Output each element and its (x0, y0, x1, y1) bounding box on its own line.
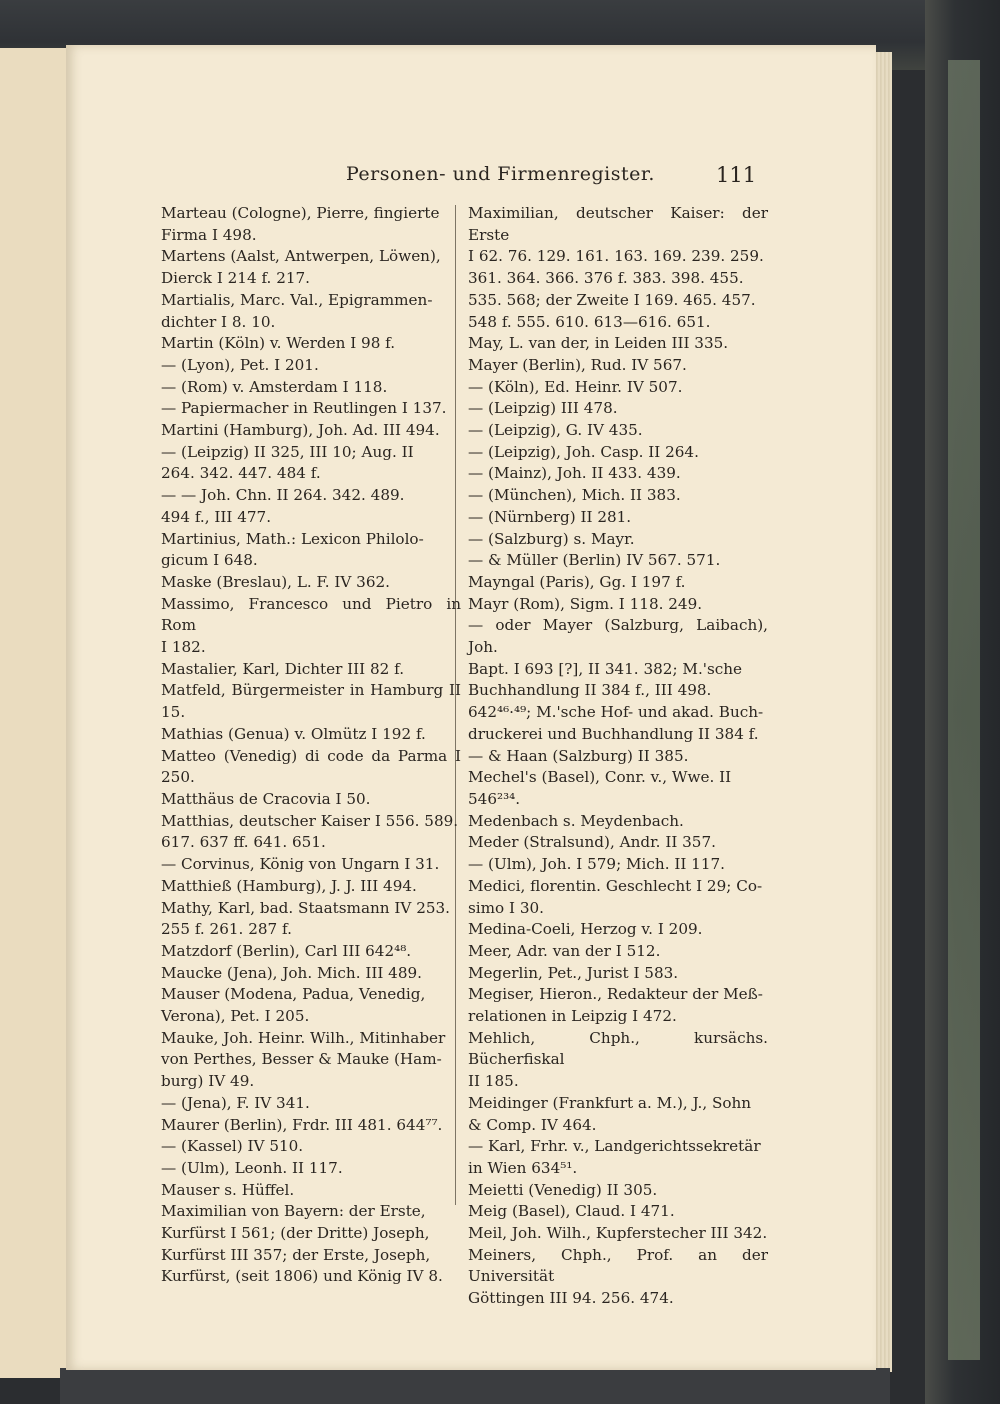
index-entry-line: Matthieß (Hamburg), J. J. III 494. (161, 876, 417, 895)
running-header (66, 163, 876, 193)
index-entry-line: 546²³⁴. (468, 789, 521, 808)
index-entry-line: Kurfürst III 357; der Erste, Joseph, (161, 1245, 431, 1264)
index-entry-line: Meil, Joh. Wilh., Kupferstecher III 342. (468, 1224, 768, 1243)
index-entry-line: I 62. 76. 129. 161. 163. 169. 239. 259. (468, 247, 764, 266)
index-entry-line: Kurfürst I 561; (der Dritte) Joseph, (161, 1224, 430, 1243)
index-entry-line: Verona), Pet. I 205. (161, 1007, 310, 1026)
index-entry-line: Matfeld, Bürgermeister in Hamburg II 15. (161, 681, 461, 722)
index-entry-line: Firma I 498. (161, 225, 257, 244)
page-number: 111 (716, 163, 757, 187)
index-entry-line: Marteau (Cologne), Pierre, fingierte (161, 204, 440, 222)
index-entry-line: 548 f. 555. 610. 613—616. 651. (468, 312, 711, 331)
index-entry-line: Medenbach s. Meydenbach. (468, 811, 684, 830)
index-entry-line: — & Haan (Salzburg) II 385. (468, 746, 689, 765)
index-entry-line: — & Müller (Berlin) IV 567. 571. (468, 551, 721, 570)
index-entry-line: druckerei und Buchhandlung II 384 f. (468, 724, 759, 743)
index-entry-line: Meidinger (Frankfurt a. M.), J., Sohn (468, 1093, 752, 1112)
index-entry-line: — (Mainz), Joh. II 433. 439. (468, 464, 681, 483)
index-entry-line: — (Jena), F. IV 341. (161, 1093, 310, 1112)
index-entry-line: — (Nürnberg) II 281. (468, 507, 632, 526)
index-entry-line: 617. 637 ff. 641. 651. (161, 833, 326, 852)
index-entry-line: — (Leipzig), G. IV 435. (468, 421, 643, 440)
left-index-column (161, 203, 461, 1288)
index-entry-line: Mayr (Rom), Sigm. I 118. 249. (468, 594, 703, 613)
page-header-title: Personen- und Firmenregister. (346, 163, 655, 185)
index-entry-line: — (München), Mich. II 383. (468, 486, 681, 505)
index-entry-line: Kurfürst, (seit 1806) und König IV 8. (161, 1267, 443, 1286)
index-entry-line: Mayngal (Paris), Gg. I 197 f. (468, 572, 686, 591)
index-entry-line: Maske (Breslau), L. F. IV 362. (161, 572, 390, 591)
index-entry-line: 255 f. 261. 287 f. (161, 920, 292, 939)
index-entry-line: Mauser (Modena, Padua, Venedig, (161, 985, 426, 1004)
index-entry-line: — (Ulm), Leonh. II 117. (161, 1158, 343, 1177)
index-entry-line: in Wien 634⁵¹. (468, 1158, 578, 1177)
index-entry-line: gicum I 648. (161, 551, 258, 570)
index-entry-line: Maximilian von Bayern: der Erste, (161, 1202, 426, 1221)
index-entry-line: Matzdorf (Berlin), Carl III 642⁴⁸. (161, 941, 412, 960)
index-entry-line: Maucke (Jena), Joh. Mich. III 489. (161, 963, 422, 982)
index-entry-line: von Perthes, Besser & Mauke (Ham- (161, 1050, 442, 1069)
index-entry-line: Mathias (Genua) v. Olmütz I 192 f. (161, 724, 426, 743)
index-entry-line: Bapt. I 693 [?], II 341. 382; M.'sche (468, 659, 743, 678)
index-entry-line: Mauser s. Hüffel. (161, 1180, 295, 1199)
index-entry-line: — (Leipzig) II 325, III 10; Aug. II (161, 442, 414, 461)
index-entry-line: — Karl, Frhr. v., Landgerichtssekretär (468, 1137, 761, 1156)
index-entry-line: Meig (Basel), Claud. I 471. (468, 1202, 675, 1221)
index-entry-line: Mehlich, Chph., kursächs. Bücherfiskal (468, 1028, 768, 1069)
index-entry-line: Matthias, deutscher Kaiser I 556. 589. (161, 811, 459, 830)
index-entry-line: 264. 342. 447. 484 f. (161, 464, 321, 483)
index-entry-line: — (Lyon), Pet. I 201. (161, 355, 319, 374)
index-entry-line: II 185. (468, 1072, 519, 1091)
index-entry-line: Göttingen III 94. 256. 474. (468, 1289, 674, 1308)
index-entry-line: — (Ulm), Joh. I 579; Mich. II 117. (468, 855, 726, 874)
index-entry-line: burg) IV 49. (161, 1072, 255, 1091)
index-entry-line: May, L. van der, in Leiden III 335. (468, 334, 729, 353)
index-entry-line: — (Salzburg) s. Mayr. (468, 529, 635, 548)
index-entry-line: Mathy, Karl, bad. Staatsmann IV 253. (161, 898, 451, 917)
index-entry-line: Buchhandlung II 384 f., III 498. (468, 681, 712, 700)
index-entry-line: Massimo, Francesco und Pietro in Rom (161, 594, 461, 635)
index-entry-line: Matthäus de Cracovia I 50. (161, 789, 371, 808)
facing-page-edge (0, 48, 68, 1378)
index-entry-line: Medina-Coeli, Herzog v. I 209. (468, 920, 703, 939)
index-entry-line: Martens (Aalst, Antwerpen, Löwen), (161, 247, 441, 266)
index-entry-line: relationen in Leipzig I 472. (468, 1007, 677, 1026)
right-index-column (468, 203, 768, 1310)
index-entry-line: simo I 30. (468, 898, 545, 917)
index-entry-line: Meer, Adr. van der I 512. (468, 941, 661, 960)
register-page (66, 45, 876, 1370)
index-entry-line: — (Köln), Ed. Heinr. IV 507. (468, 377, 683, 396)
index-entry-line: Martinius, Math.: Lexicon Philolo- (161, 529, 424, 548)
index-entry-line: 361. 364. 366. 376 f. 383. 398. 455. (468, 269, 744, 288)
index-entry-line: Megiser, Hieron., Redakteur der Meß- (468, 985, 763, 1004)
index-entry-line: — (Leipzig), Joh. Casp. II 264. (468, 442, 699, 461)
index-entry-line: Mechel's (Basel), Conr. v., Wwe. II (468, 768, 732, 787)
index-entry-line: Meder (Stralsund), Andr. II 357. (468, 833, 716, 852)
index-entry-line: I 182. (161, 638, 206, 657)
index-entry-line: Maurer (Berlin), Frdr. III 481. 644⁷⁷. (161, 1115, 443, 1134)
index-entry-line: Medici, florentin. Geschlecht I 29; Co- (468, 876, 763, 895)
book-bottom-edge (60, 1368, 890, 1404)
index-entry-line: Martini (Hamburg), Joh. Ad. III 494. (161, 421, 440, 440)
index-entry-line: Mastalier, Karl, Dichter III 82 f. (161, 659, 405, 678)
index-entry-line: — oder Mayer (Salzburg, Laibach), Joh. (468, 616, 768, 657)
index-entry-line: — (Kassel) IV 510. (161, 1137, 304, 1156)
index-entry-line: — — Joh. Chn. II 264. 342. 489. (161, 486, 405, 505)
cover-marbled-stripe (948, 60, 980, 1360)
index-entry-line: — Papiermacher in Reutlingen I 137. (161, 399, 447, 418)
index-entry-line: Matteo (Venedig) di code da Parma I 250. (161, 746, 461, 787)
index-entry-line: Mayer (Berlin), Rud. IV 567. (468, 355, 687, 374)
index-entry-line: — (Leipzig) III 478. (468, 399, 618, 418)
index-entry-line: Megerlin, Pet., Jurist I 583. (468, 963, 679, 982)
index-entry-line: — Corvinus, König von Ungarn I 31. (161, 855, 440, 874)
index-entry-line: Maximilian, deutscher Kaiser: der Erste (468, 204, 768, 244)
index-entry-line: 494 f., III 477. (161, 507, 272, 526)
index-entry-line: 642⁴⁶·⁴⁹; M.'sche Hof- und akad. Buch- (468, 703, 764, 722)
index-entry-line: Mauke, Joh. Heinr. Wilh., Mitinhaber (161, 1028, 446, 1047)
index-entry-line: Meietti (Venedig) II 305. (468, 1180, 658, 1199)
index-entry-line: & Comp. IV 464. (468, 1115, 597, 1134)
index-entry-line: 535. 568; der Zweite I 169. 465. 457. (468, 290, 756, 309)
index-entry-line: Martialis, Marc. Val., Epigrammen- (161, 290, 433, 309)
index-entry-line: Meiners, Chph., Prof. an der Universität (468, 1245, 768, 1286)
index-entry-line: — (Rom) v. Amsterdam I 118. (161, 377, 388, 396)
index-entry-line: Martin (Köln) v. Werden I 98 f. (161, 334, 396, 353)
index-entry-line: dichter I 8. 10. (161, 312, 276, 331)
index-entry-line: Dierck I 214 f. 217. (161, 269, 311, 288)
